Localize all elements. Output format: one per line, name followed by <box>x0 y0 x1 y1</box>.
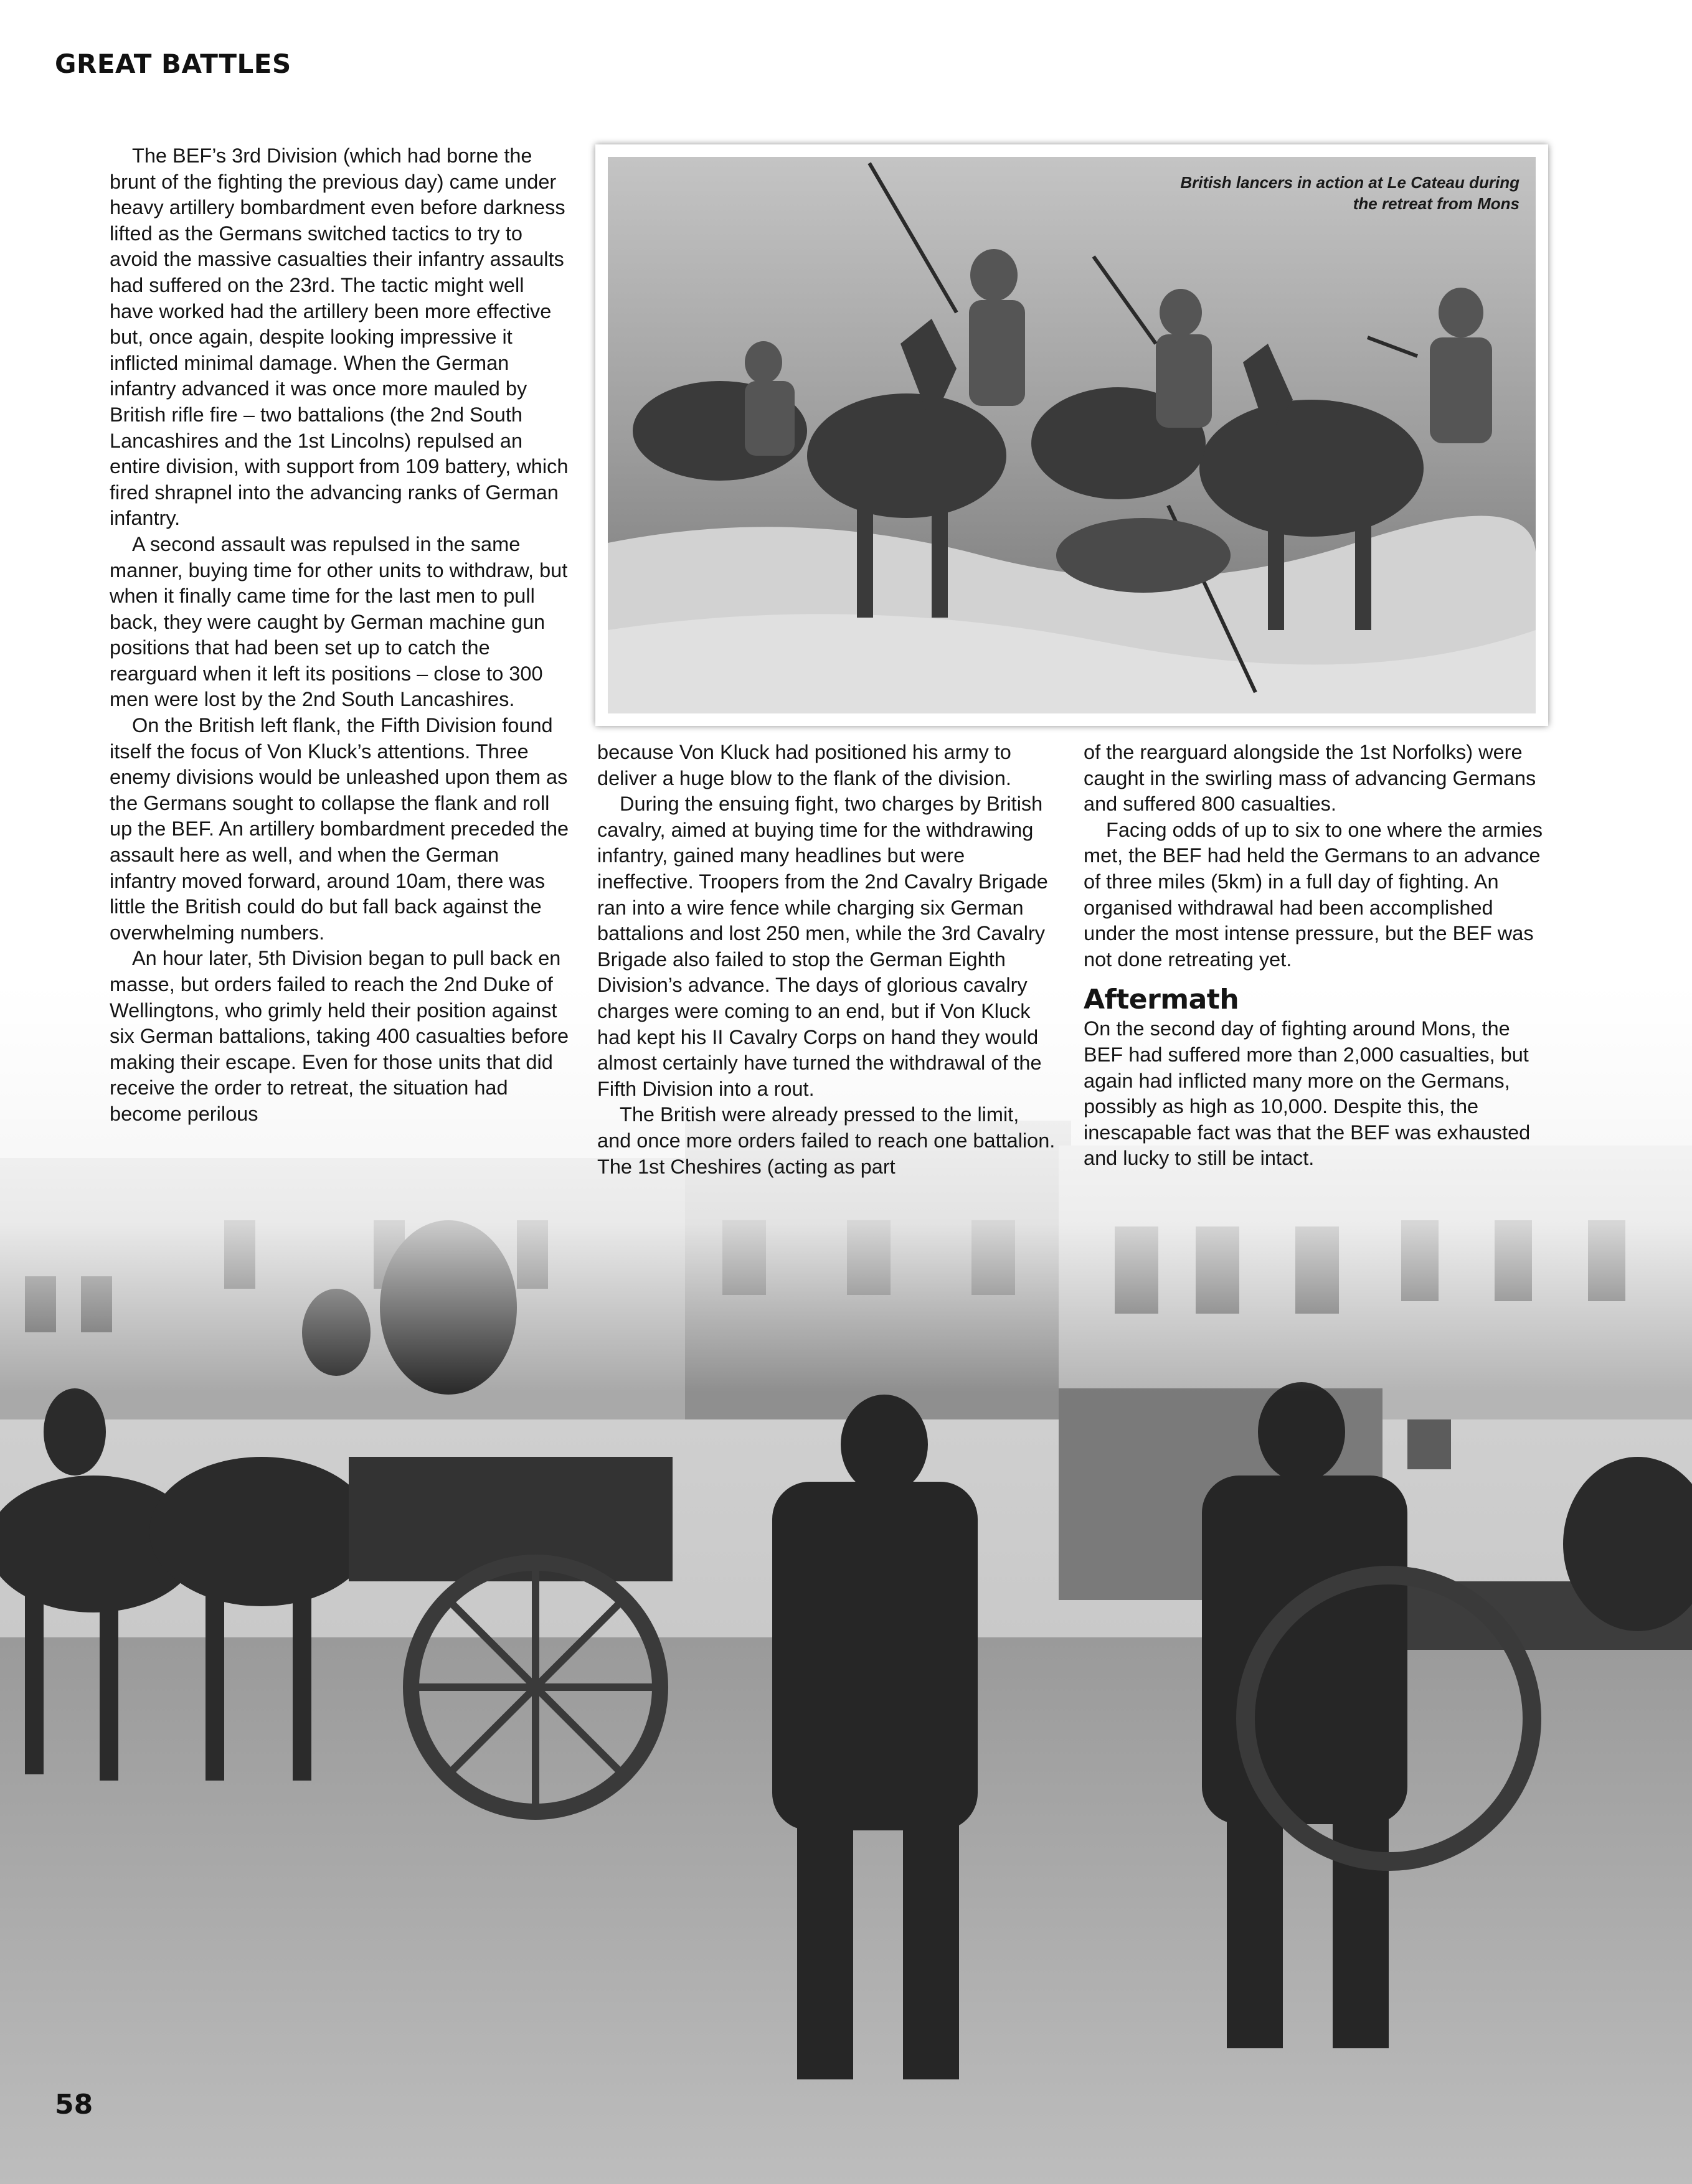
illustration-caption: British lancers in action at Le Cateau during the retreat from Mons <box>1180 173 1519 213</box>
article-column-3 <box>1084 740 1548 1172</box>
paragraph: On the second day of fighting around Mons, the BEF had suffered more than 2,000 casualties, but again had inflicted many more on the Germans, possibly as high as 10,000. Despite this, the inescapable fact was that the BEF was exhausted and lucky to still be intact. <box>1084 1017 1531 1170</box>
article-column-1 <box>110 143 570 1127</box>
paragraph: A second assault was repulsed in the same manner, buying time for other units to withdraw, but when it finally came time for the last men to pull back, they were caught by German machine gun positions that had been set up to catch the rearguard when it left its positions – close to 300 men were lost by the 2nd South Lancashires. <box>110 532 568 711</box>
cavalry-charge-illustration <box>608 157 1536 713</box>
paragraph: because Von Kluck had positioned his army to deliver a huge blow to the flank of the division. <box>597 741 1011 789</box>
paragraph: During the ensuing fight, two charges by British cavalry, aimed at buying time for the withdrawing infantry, gained many headlines but were ineffective. Troopers from the 2nd Cavalry Brigade ran into a wire fence while charging six German battalions and lost 250 men, while the 3rd Cavalry Brigade also failed to stop the German Eighth Division’s advance. The days of glorious cavalry charges were coming to an end, but if Von Kluck had kept his II Cavalry Corps on hand they would almost certainly have turned the withdrawal of the Fifth Division into a rout. <box>597 793 1048 1100</box>
page-number: 58 <box>55 2089 93 2120</box>
aftermath-heading: Aftermath <box>1084 984 1239 1016</box>
article-column-2 <box>597 740 1058 1180</box>
illustration-frame <box>595 144 1548 726</box>
paragraph: An hour later, 5th Division began to pull back en masse, but orders failed to reach the 2nd Duke of Wellingtons, who grimly held their position against six German battalions, taking 400 casualties before making their escape. Even for those units that did receive the order to retreat, the situation had become perilous <box>110 947 569 1125</box>
paragraph: The BEF’s 3rd Division (which had borne the brunt of the fighting the previous day) came under heavy artillery bombardment even before darkness lifted as the Germans switched tactics to try to avoid the massive casualties their infantry assaults had suffered on the 23rd. The tactic might well have worked had the artillery been more effective but, once again, despite looking impressive it inflicted minimal damage. When the German infantry advanced it was once more mauled by British rifle fire – two battalions (the 2nd South Lancashires and the 1st Lincolns) repulsed an entire division, with support from 109 battery, which fired shrapnel into the advancing ranks of German infantry. <box>110 144 569 530</box>
paragraph: The British were already pressed to the limit, and once more orders failed to reach one battalion. The 1st Cheshires (acting as part <box>597 1103 1056 1178</box>
paragraph: On the British left flank, the Fifth Division found itself the focus of Von Kluck’s attentions. Three enemy divisions would be unleashed upon them as the Germans sought to collapse the flank and roll up the BEF. An artillery bombardment preceded the assault here as well, and when the German infantry moved forward, around 10am, there was little the British could do but fall back against the overwhelming numbers. <box>110 714 569 944</box>
section-title: GREAT BATTLES <box>55 49 291 79</box>
paragraph: of the rearguard alongside the 1st Norfolks) were caught in the swirling mass of advancing Germans and suffered 800 casualties. <box>1084 741 1536 816</box>
cavalry-charge-icon <box>608 157 1536 713</box>
paragraph: Facing odds of up to six to one where the armies met, the BEF had held the Germans to an advance of three miles (5km) in a full day of fighting. An organised withdrawal had been accomplished under the most intense pressure, but the BEF was not done retreating yet. <box>1084 818 1543 971</box>
